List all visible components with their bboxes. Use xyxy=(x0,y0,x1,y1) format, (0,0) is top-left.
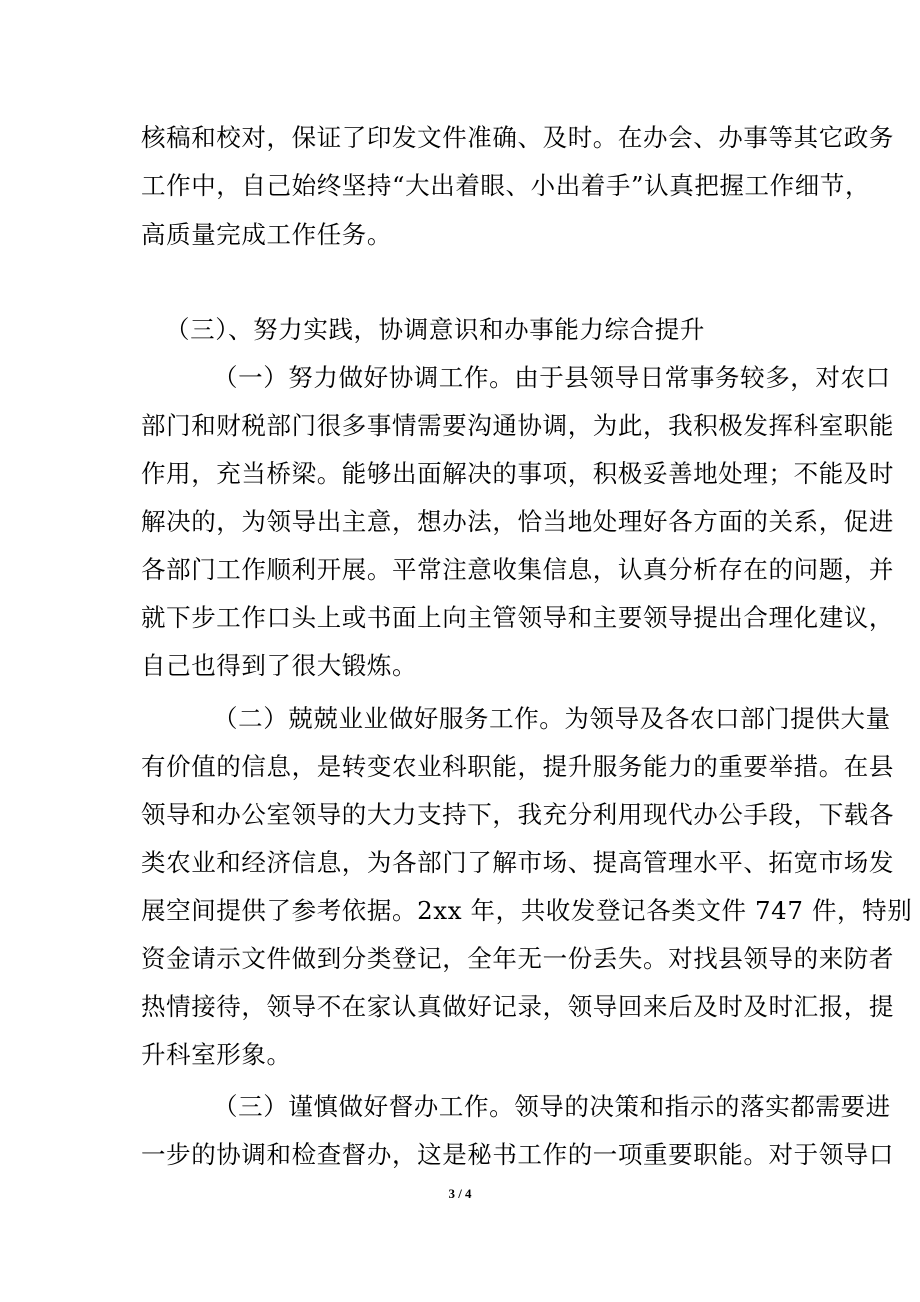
paragraph-line: 类农业和经济信息，为各部门了解市场、提高管理水平、拓宽市场发 xyxy=(141,848,894,877)
paragraph-line: 解决的，为领导出主意，想办法，恰当地处理好各方面的关系，促进 xyxy=(141,507,894,536)
paragraph-line: 展空间提供了参考依据。2xx 年，共收发登记各类文件 747 件，特别 xyxy=(141,896,913,925)
paragraph-line: 作用，充当桥梁。能够出面解决的事项，积极妥善地处理；不能及时 xyxy=(141,459,894,488)
paragraph-line: 核稿和校对，保证了印发文件准确、及时。在办会、办事等其它政务 xyxy=(141,123,894,152)
paragraph-line: 自己也得到了很大锻炼。 xyxy=(141,651,418,680)
paragraph-line: （二）兢兢业业做好服务工作。为领导及各农口部门提供大量 xyxy=(213,704,891,733)
paragraph-line: 部门和财税部门很多事情需要沟通协调，为此，我积极发挥科室职能 xyxy=(141,411,894,440)
paragraph-line: 一步的协调和检查督办，这是秘书工作的一项重要职能。对于领导口 xyxy=(141,1140,894,1169)
paragraph-line: 热情接待，领导不在家认真做好记录，领导回来后及时及时汇报，提 xyxy=(141,992,894,1021)
paragraph-line: 资金请示文件做到分类登记，全年无一份丢失。对找县领导的来防者 xyxy=(141,944,894,973)
paragraph-line: （一）努力做好协调工作。由于县领导日常事务较多，对农口 xyxy=(213,363,891,392)
paragraph-line: 各部门工作顺利开展。平常注意收集信息，认真分析存在的问题，并 xyxy=(141,555,894,584)
paragraph-line: 高质量完成工作任务。 xyxy=(141,220,392,249)
page-number: 3 / 4 xyxy=(448,1186,472,1201)
paragraph-line: 工作中，自己始终坚持“大出着眼、小出着手”认真把握工作细节， xyxy=(141,171,871,200)
section-heading: （三）、努力实践，协调意识和办事能力综合提升 xyxy=(165,315,705,344)
paragraph-line: 升科室形象。 xyxy=(141,1040,292,1069)
paragraph-line: 就下步工作口头上或书面上向主管领导和主要领导提出合理化建议， xyxy=(141,603,894,632)
paragraph-line: （三）谨慎做好督办工作。领导的决策和指示的落实都需要进 xyxy=(213,1092,891,1121)
paragraph-line: 领导和办公室领导的大力支持下，我充分利用现代办公手段，下载各 xyxy=(141,800,894,829)
paragraph-line: 有价值的信息，是转变农业科职能，提升服务能力的重要举措。在县 xyxy=(141,752,894,781)
